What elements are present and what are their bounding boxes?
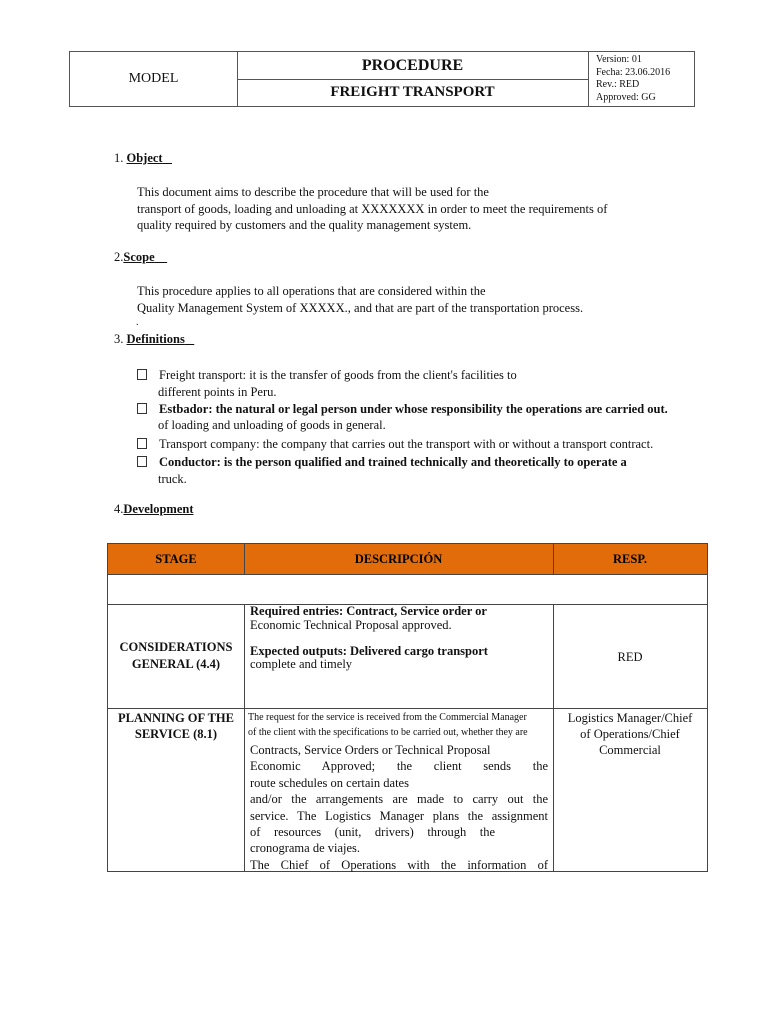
table-cell-description: The request for the service is received from the Commercial Manager of the client with the specifications to be carried out, whether they are bbox=[248, 712, 528, 738]
definition-item-cont: of loading and unloading of goods in general. bbox=[158, 418, 386, 432]
table-row: CONSIDERATIONS GENERAL (4.4) bbox=[119, 640, 233, 671]
section-number: 3. bbox=[114, 332, 127, 346]
scope-line-1: This procedure applies to all operations that are considered within the bbox=[137, 284, 486, 298]
table-cell-resp: Logistics Manager/Chief of Operations/Chief Commercial bbox=[567, 711, 693, 757]
section-heading: Object bbox=[126, 151, 163, 165]
header-approved: Approved: GG bbox=[596, 91, 656, 103]
definition-item: Estbador: the natural or legal person under whose responsibility the operations are carried out. bbox=[137, 401, 668, 418]
section-definitions-title bbox=[114, 332, 194, 347]
section-development-title bbox=[114, 502, 194, 517]
definition-item-cont: truck. bbox=[158, 472, 187, 486]
section-scope-title bbox=[114, 250, 167, 265]
definition-item: Freight transport: it is the transfer of goods from the client's facilities to bbox=[137, 367, 517, 384]
section-number: 1. bbox=[114, 151, 127, 165]
header-procedure: PROCEDURE bbox=[237, 52, 588, 80]
definition-item: Conductor: is the person qualified and trained technically and theoretically to operate a bbox=[137, 454, 627, 471]
section-heading: Definitions bbox=[126, 332, 185, 346]
object-line-2: transport of goods, loading and unloading at XXXXXXX in order to meet the requirements of bbox=[137, 202, 608, 216]
header-date: Fecha: 23.06.2016 bbox=[596, 66, 671, 78]
bullet-box-icon bbox=[137, 403, 147, 414]
header-meta bbox=[588, 52, 695, 106]
section-heading: Scope bbox=[123, 250, 155, 264]
section-object-title bbox=[114, 151, 172, 166]
header-version: Version: 01 bbox=[596, 54, 642, 65]
header-model: MODEL bbox=[70, 52, 238, 106]
header-rev: Rev.: RED bbox=[596, 79, 640, 90]
document-header bbox=[69, 51, 695, 107]
bullet-box-icon bbox=[137, 456, 147, 467]
scope-line-2: Quality Management System of XXXXX., and that are part of the transportation process. bbox=[137, 301, 584, 315]
header-title: FREIGHT TRANSPORT bbox=[330, 84, 495, 100]
table-cell-description-body: Contracts, Service Orders or Technical Proposal Economic Approved; the client sends the route schedules on certain dates and/or the arrangements are made to carry out the service. The Logistics Manager plans the assignment of resources (unit, drivers) through the cronograma de viajes. The Chief of Operations with the information of bbox=[250, 743, 548, 872]
table-header-stage: STAGE bbox=[108, 544, 244, 574]
development-table bbox=[107, 543, 708, 872]
scope-dot: . bbox=[136, 317, 139, 328]
bullet-box-icon bbox=[137, 369, 147, 380]
object-line-1: This document aims to describe the procedure that will be used for the bbox=[137, 185, 489, 199]
object-line-3: quality required by customers and the quality management system. bbox=[137, 218, 472, 232]
table-cell-description: Required entries: Contract, Service order or Economic Technical Proposal approved. Expected outputs: Delivered cargo transport complete and timely bbox=[250, 604, 488, 671]
table-row: PLANNING OF THE SERVICE (8.1) bbox=[118, 711, 234, 741]
section-heading: Development bbox=[123, 502, 194, 516]
table-header-resp: RESP. bbox=[553, 544, 707, 574]
table-header-description: DESCRIPCIÓN bbox=[244, 544, 553, 574]
table-cell-resp: RED bbox=[617, 650, 643, 664]
definition-item-cont: different points in Peru. bbox=[158, 385, 277, 399]
definition-item: Transport company: the company that carries out the transport with or without a transport contract. bbox=[137, 436, 653, 453]
section-number: 4. bbox=[114, 502, 124, 516]
bullet-box-icon bbox=[137, 438, 147, 449]
section-number: 2. bbox=[114, 250, 124, 264]
